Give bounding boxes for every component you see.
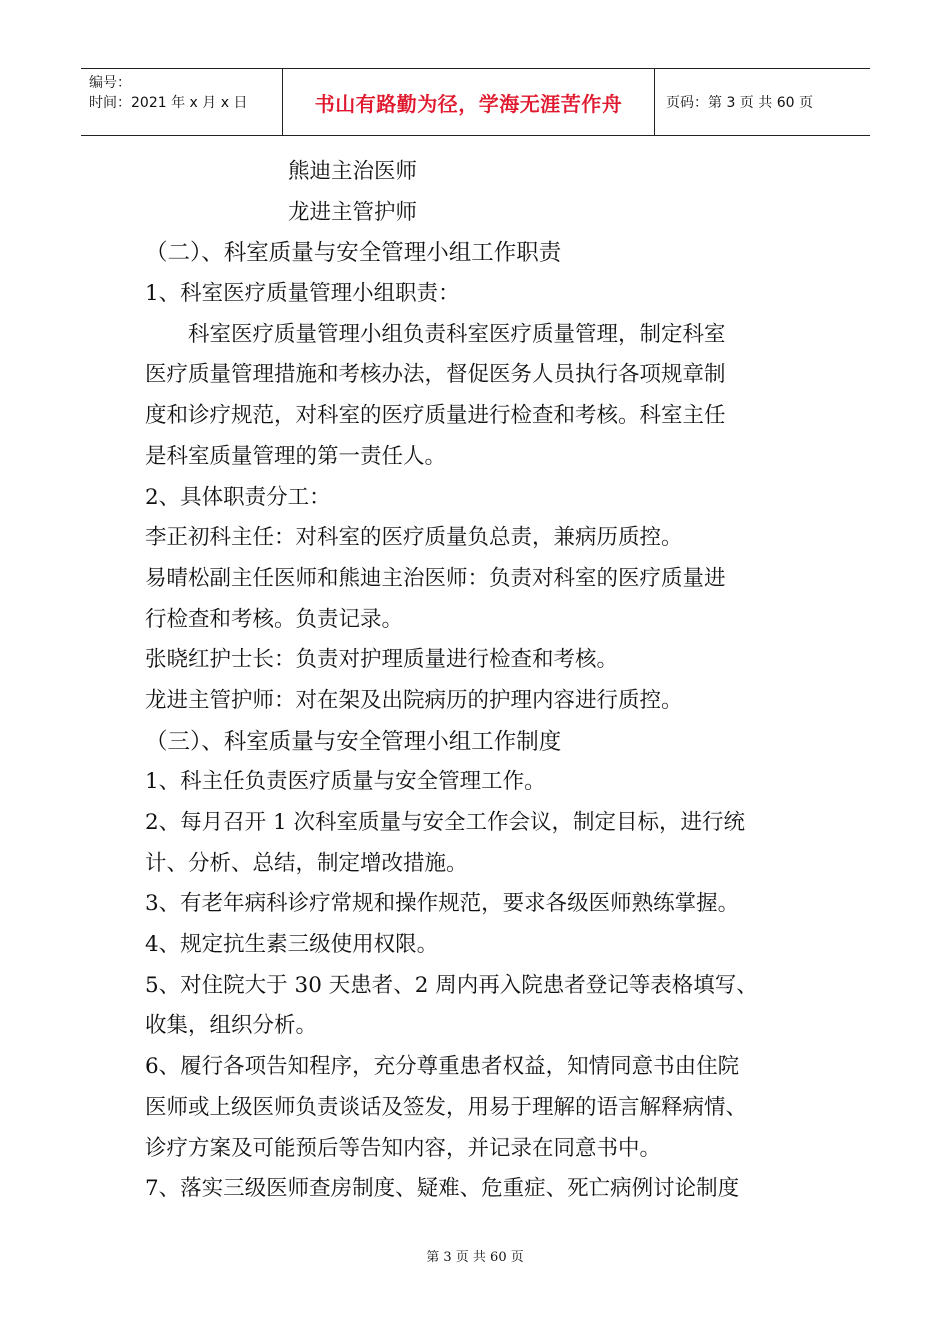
rule-line: 计、分析、总结，制定增改措施。 <box>145 850 468 876</box>
paragraph-line: 科室医疗质量管理小组负责科室医疗质量管理，制定科室 <box>188 321 726 347</box>
paragraph-line: 度和诊疗规范，对科室的医疗质量进行检查和考核。科室主任 <box>145 403 726 429</box>
duty-line: 行检查和考核。负责记录。 <box>145 606 404 632</box>
rule-line: 2、每月召开 1 次科室质量与安全工作会议，制定目标，进行统 <box>145 810 746 835</box>
document-body <box>145 152 825 1210</box>
paragraph-line: 是科室质量管理的第一责任人。 <box>145 443 447 469</box>
rule-line: 诊疗方案及可能预后等告知内容，并记录在同意书中。 <box>145 1135 662 1161</box>
rule-line: 3、有老年病科诊疗常规和操作规范，要求各级医师熟练掌握。 <box>145 891 740 917</box>
rule-line: 医师或上级医师负责谈话及签发，用易于理解的语言解释病情、 <box>145 1094 748 1120</box>
duty-line: 易晴松副主任医师和熊迪主治医师：负责对科室的医疗质量进 <box>145 565 726 591</box>
header-time-label: 时间：2021 年 x 月 x 日 <box>89 95 248 111</box>
page-header <box>81 68 870 136</box>
section-heading: （二）、科室质量与安全管理小组工作职责 <box>145 240 562 267</box>
item-title: 2、具体职责分工： <box>145 484 331 510</box>
page-footer: 第 3 页 共 60 页 <box>426 1250 524 1265</box>
rule-line: 1、科主任负责医疗质量与安全管理工作。 <box>145 769 546 795</box>
duty-line: 张晓红护士长：负责对护理质量进行检查和考核。 <box>145 647 619 673</box>
header-page-info: 页码：第 3 页 共 60 页 <box>666 95 813 111</box>
rule-line: 收集，组织分析。 <box>145 1013 318 1039</box>
signer-line: 熊迪主治医师 <box>288 159 418 184</box>
header-motto-cell <box>282 69 655 135</box>
rule-line: 5、对住院大于 30 天患者、2 周内再入院患者登记等表格填写、 <box>145 972 758 998</box>
duty-line: 龙进主管护师：对在架及出院病历的护理内容进行质控。 <box>145 687 683 713</box>
section-heading: （三）、科室质量与安全管理小组工作制度 <box>145 728 562 755</box>
header-motto: 书山有路勤为径，学海无涯苦作舟 <box>314 91 623 116</box>
rule-line: 7、落实三级医师查房制度、疑难、危重症、死亡病例讨论制度 <box>145 1176 740 1202</box>
item-title: 1、科室医疗质量管理小组职责： <box>145 281 460 307</box>
paragraph-line: 医疗质量管理措施和考核办法，督促医务人员执行各项规章制 <box>145 362 726 388</box>
rule-line: 4、规定抗生素三级使用权限。 <box>145 932 439 958</box>
signer-line: 龙进主管护师 <box>288 199 418 225</box>
duty-line: 李正初科主任：对科室的医疗质量负总责，兼病历质控。 <box>145 525 683 551</box>
rule-line: 6、履行各项告知程序，充分尊重患者权益，知情同意书由住院 <box>145 1054 740 1080</box>
header-meta <box>81 69 282 135</box>
header-number-label: 编号： <box>89 75 131 91</box>
